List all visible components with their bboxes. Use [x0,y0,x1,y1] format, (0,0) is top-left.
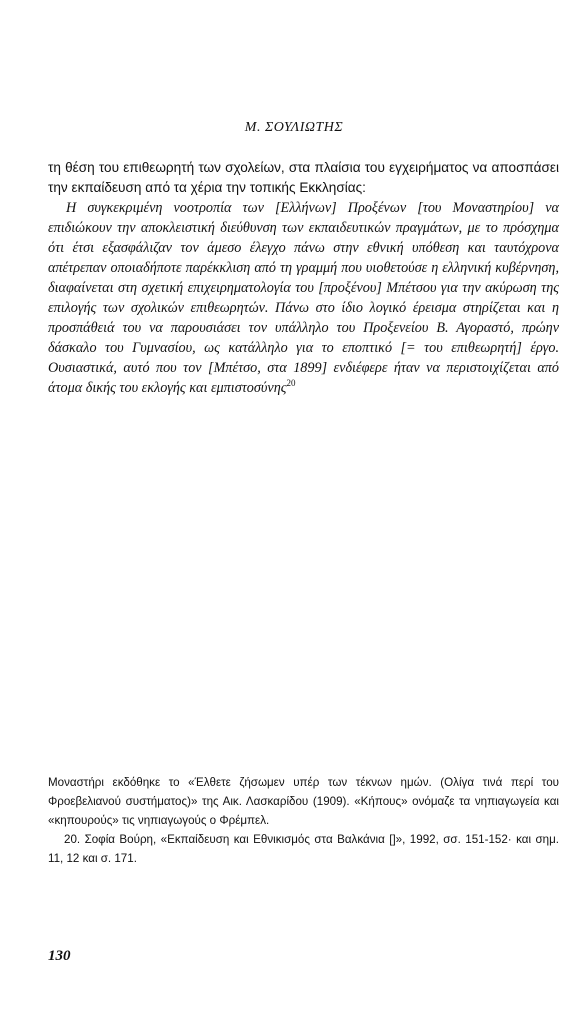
page-number: 130 [48,948,71,964]
footnote-20: 20. Σοφία Βούρη, «Εκπαίδευση και Εθνικισμός στα Βαλκάνια []», 1992, σσ. 151-152· και σημ. 11, 12 και σ. 171. [48,833,559,865]
footnote-reference[interactable]: 20 [286,378,296,388]
footnote-continuation: Μοναστήρι εκδόθηκε το «Έλθετε ζήσωμεν υπέρ των τέκνων ημών. (Ολίγα τινά περί του Φροεβελιανού συστήματος)» της Αικ. Λασκαρίδου (1909). «Κήπους» ονόμαζε τα νηπιαγωγεία και «κηπουρούς» τις νηπιαγωγούς ο Φρέμπελ. [48,776,559,827]
footnotes [48,773,559,868]
quote-text: Η συγκεκριμένη νοοτροπία των [Ελλήνων] Προξένων [του Μοναστηρίου] να επιδιώκουν την αποκλειστική διεύθυνση των εκπαιδευτικών πραγμάτων, με το πρόσχημα ότι έτσι εξασφάλιζαν τον άμεσο έλεγχο πάνω στην εθνική υπόθεση και ταυτόχρονα απέτρεπαν οποιαδήποτε παρέκκλιση από τη γραμμή που υιοθετούσε η ελληνική κυβέρνηση, διαφαίνεται στη σχετική επιχειρηματολογία του [προξένου] Μπέτσου για την ακύρωση της επιλογής των σχολικών επιθεωρητών. Πάνω στο ίδιο λογικό έρεισμα στηρίζεται και η προσπάθειά του να παρουσιάσει τον υπάλληλο του Προξενείου Β. Αγοραστό, πρώην δάσκαλο του Γυμνασίου, ως κατάλληλο για το εποπτικό [= του επιθεωρητή] έργο. Ουσιαστικά, αυτό που τον [Μπέτσο, στα 1899] ενδιέφερε ήταν να περιστοιχίζεται από άτομα δικής του εκλογής και εμπιστοσύνης [48,200,559,396]
running-head: Μ. ΣΟΥΛΙΩΤΗΣ [244,120,344,135]
main-text [48,158,559,398]
lead-paragraph: τη θέση του επιθεωρητή των σχολείων, στα πλαίσια του εγχειρήματος να αποσπάσει την εκπαίδευση από τα χέρια την τοπικής Εκκλησίας: [48,160,559,195]
quote-paragraph [48,198,559,398]
